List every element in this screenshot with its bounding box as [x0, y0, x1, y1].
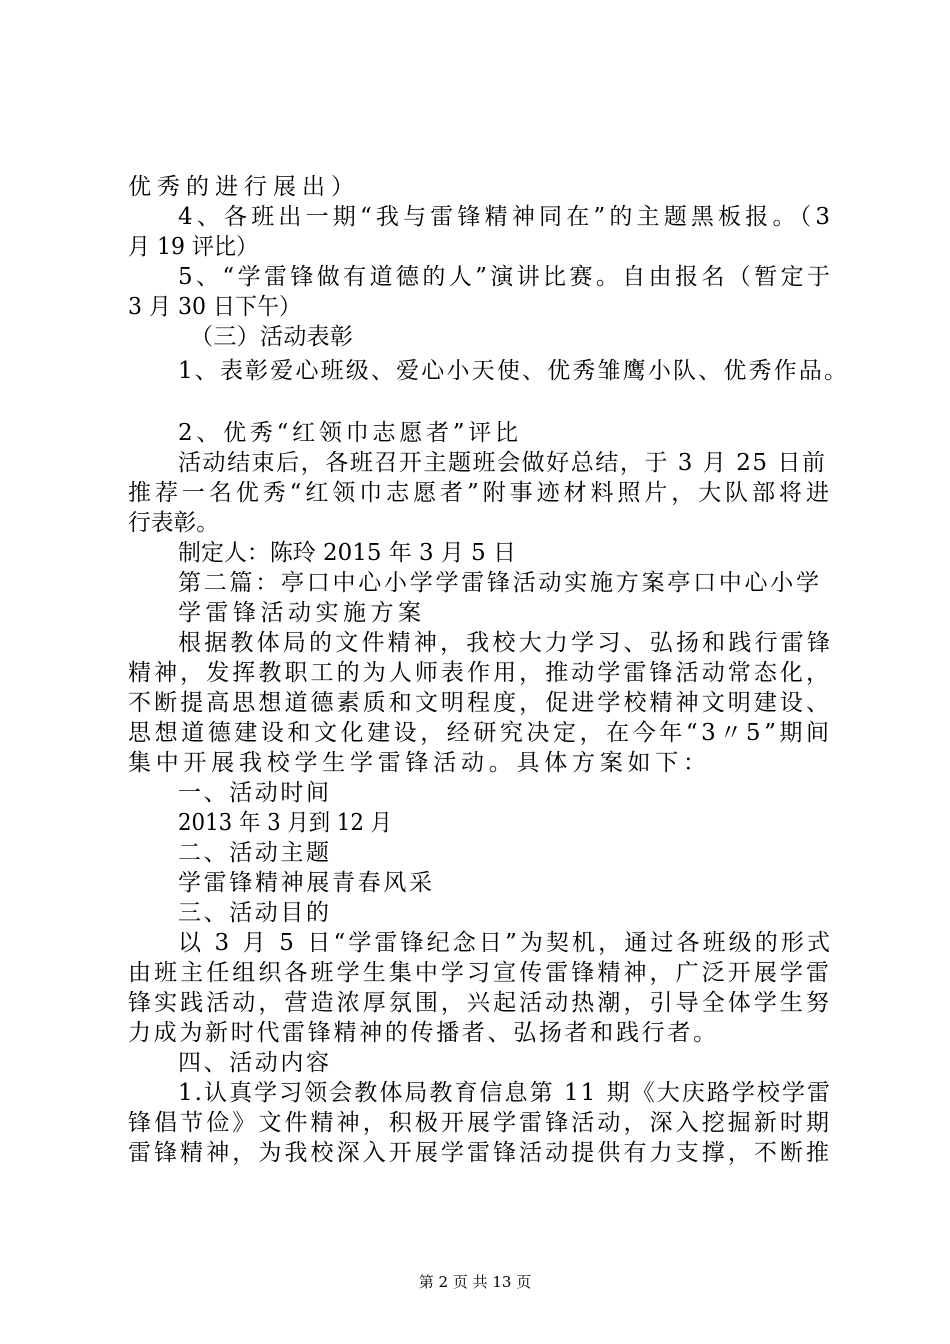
text-line: 二、活动主题 [178, 840, 332, 866]
text-line: 一、活动时间 [178, 780, 332, 806]
text-line: 制定人：陈玲 2015 年 3 月 5 日 [178, 540, 516, 566]
text-line: 思想道德建设和文化建设，经研究决定，在今年“3〃5”期间 [128, 720, 833, 746]
text-line: 雷锋精神，为我校深入开展学雷锋活动提供有力支撑，不断推 [128, 1140, 833, 1166]
text-line: 四、活动内容 [178, 1050, 332, 1076]
text-line: 活动结束后，各班召开主题班会做好总结，于 3 月 25 日前 [178, 450, 827, 476]
text-line: 1.认真学习领会教体局教育信息第 11 期《大庆路学校学雷 [178, 1080, 833, 1106]
text-line: 以 3 月 5 日“学雷锋纪念日”为契机，通过各班级的形式 [178, 930, 834, 956]
text-line: 学雷锋活动实施方案 [178, 600, 426, 626]
text-line: 学雷锋精神展青春风采 [178, 870, 435, 896]
text-line: 锋倡节俭》文件精神，积极开展学雷锋活动，深入挖掘新时期 [128, 1110, 833, 1136]
text-line: 集中开展我校学生学雷锋活动。具体方案如下： [128, 750, 711, 776]
text-line: 根据教体局的文件精神，我校大力学习、弘扬和践行雷锋 [178, 630, 834, 656]
text-line: 5、“学雷锋做有道德的人”演讲比赛。自由报名（暂定于 [178, 264, 834, 290]
text-line: 不断提高思想道德素质和文明程度，促进学校精神文明建设、 [128, 690, 833, 716]
text-line: 推荐一名优秀“红领巾志愿者”附事迹材料照片，大队部将进 [128, 480, 833, 506]
text-line: 由班主任组织各班学生集中学习宣传雷锋精神，广泛开展学雷 [128, 960, 833, 986]
text-line: 3 月 30 日下午） [128, 294, 301, 320]
text-line: 锋实践活动，营造浓厚氛围，兴起活动热潮，引导全体学生努 [128, 990, 833, 1016]
text-line: 行表彰。 [128, 510, 219, 536]
text-line: 优秀的进行展出） [128, 174, 360, 200]
text-line: 力成为新时代雷锋精神的传播者、弘扬者和践行者。 [128, 1020, 719, 1046]
text-line: 2013 年 3 月到 12 月 [178, 810, 392, 836]
text-line: 三、活动目的 [178, 900, 332, 926]
text-line: 第二篇：亭口中心小学学雷锋活动实施方案亭口中心小学 [178, 570, 822, 596]
text-line: 2、优秀“红领巾志愿者”评比 [178, 420, 522, 446]
text-line: 精神，发挥教职工的为人师表作用，推动学雷锋活动常态化， [128, 660, 833, 686]
text-line: 月 19 评比） [128, 234, 258, 260]
text-line: 1、表彰爱心班级、爱心小天使、优秀雏鹰小队、优秀作品。 [178, 358, 850, 384]
page-footer: 第 2 页 共 13 页 [418, 1273, 532, 1291]
text-line: （三）活动表彰 [190, 324, 354, 350]
text-line: 4、各班出一期“我与雷锋精神同在”的主题黑板报。（3 [178, 204, 835, 230]
